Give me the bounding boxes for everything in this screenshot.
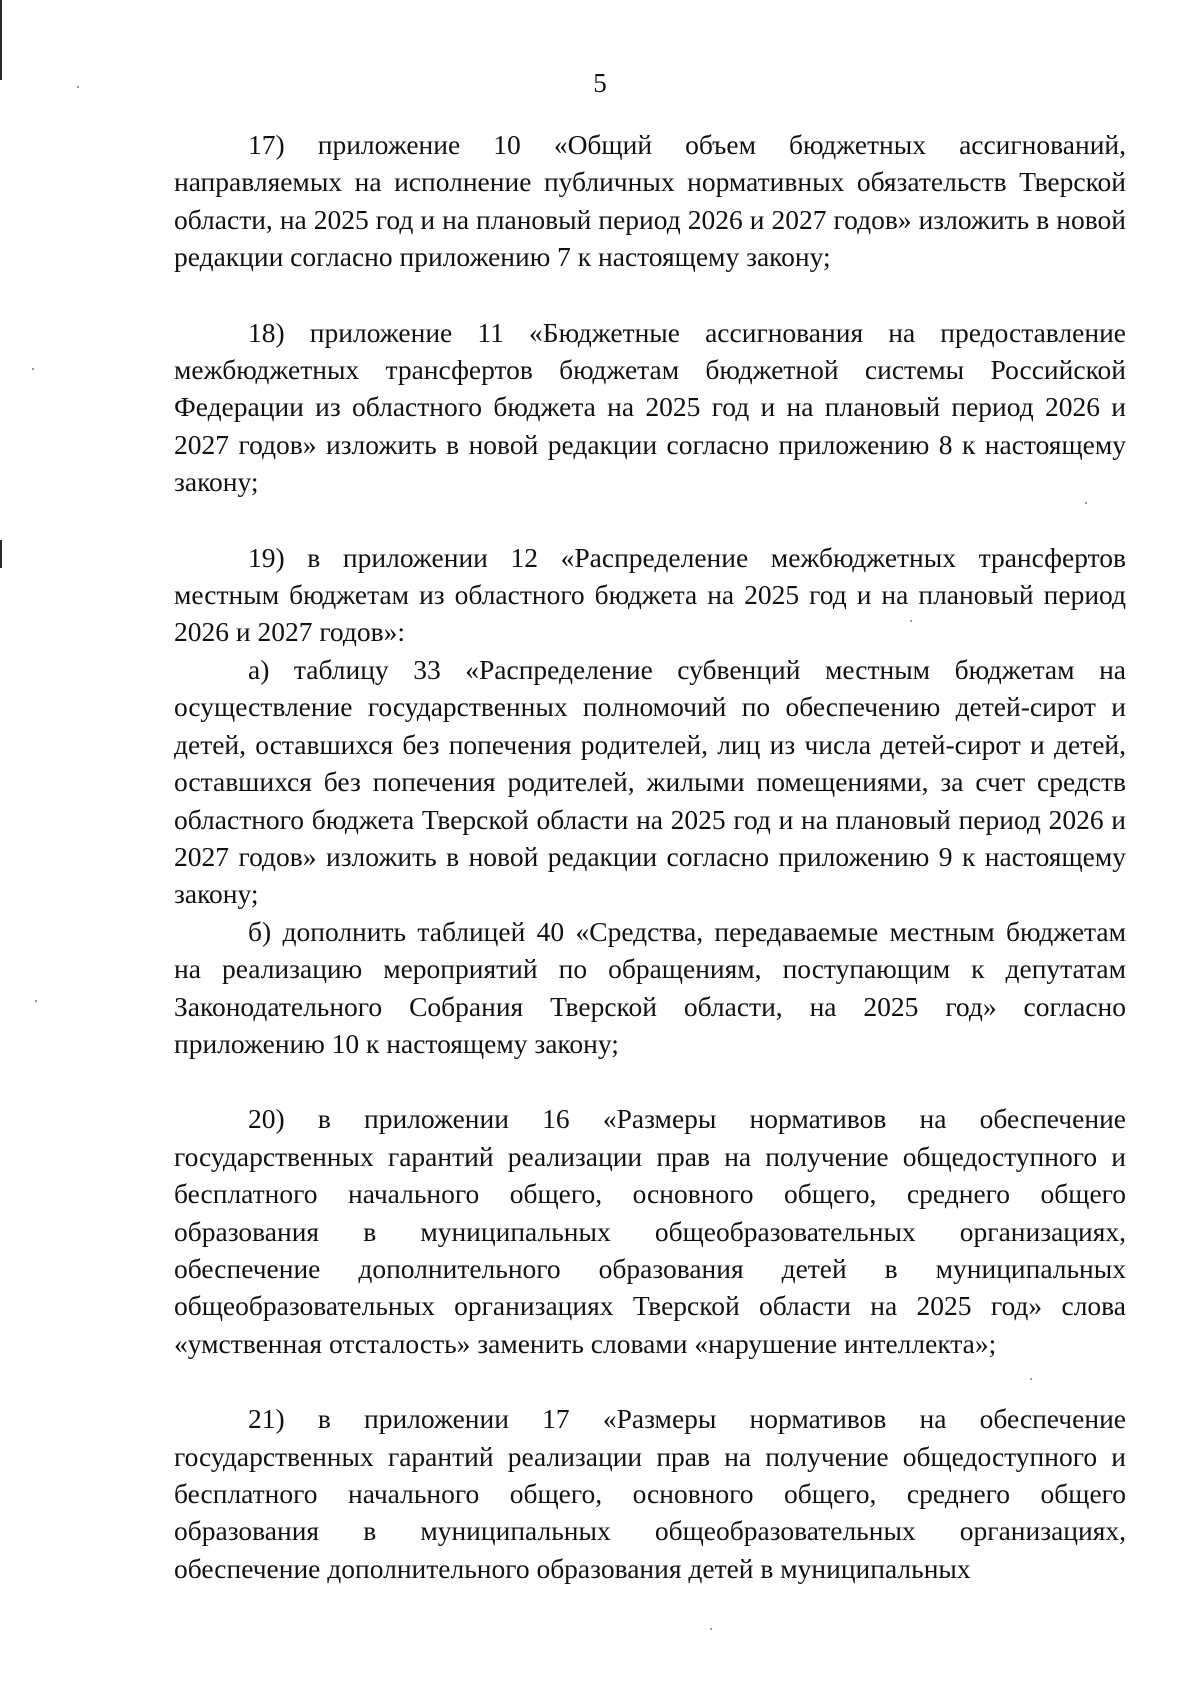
- paragraph-gap: [174, 276, 1126, 314]
- scan-speck: [32, 368, 34, 370]
- paragraph-item-19b: б) дополнить таблицей 40 «Средства, передаваемые местным бюджетам на реализацию мероприятий по обращениям, поступающим к депутатам Законодательного Собрания Тверской области, на 2025 год» согласно приложению 10 к настоящему закону;: [174, 915, 1126, 1059]
- paragraph-item-18: 18) приложение 11 «Бюджетные ассигнования на предоставление межбюджетных трансфертов бюджетам бюджетной системы Российской Федерации из областного бюджета на 2025 год и на плановый период 2026 и 2027 годов» изложить в новой редакции согласно приложению 8 к настоящему закону;: [174, 316, 1126, 498]
- page-number: 5: [593, 68, 607, 98]
- paragraph-item-21: 21) в приложении 17 «Размеры нормативов на обеспечение государственных гарантий реализации прав на получение общедоступного и бесплатного начального общего, основного общего, среднего общего образования в муниципальных общеобразовательных организациях, обеспечение дополнительного образования детей в муниципальных: [174, 1403, 1126, 1584]
- paragraph-gap: [174, 1062, 1126, 1100]
- scan-speck: [710, 1628, 712, 1630]
- scan-edge-mark: [0, 540, 2, 568]
- paragraph-item-19: 19) в приложении 12 «Распределение межбюджетных трансфертов местным бюджетам из областного бюджета на 2025 год и на плановый период 2026 и 2027 годов»:: [174, 541, 1126, 648]
- paragraph-gap: [174, 1362, 1126, 1400]
- document-body: [174, 126, 1126, 1587]
- paragraph-item-17: 17) приложение 10 «Общий объем бюджетных ассигнований, направляемых на исполнение публичных нормативных обязательств Тверской области, на 2025 год и на плановый период 2026 и 2027 годов» изложить в новой редакции согласно приложению 7 к настоящему закону;: [174, 129, 1126, 273]
- paragraph-gap: [174, 501, 1126, 539]
- scan-speck: [35, 1000, 37, 1002]
- paragraph-item-20: 20) в приложении 16 «Размеры нормативов на обеспечение государственных гарантий реализации прав на получение общедоступного и бесплатного начального общего, основного общего, среднего общего образования в муниципальных общеобразовательных организациях, обеспечение дополнительного образования детей в муниципальных общеобразовательных организациях Тверской области на 2025 год» слова «умственная отсталость» заменить словами «нарушение интеллекта»;: [174, 1103, 1126, 1359]
- paragraph-item-19a: а) таблицу 33 «Распределение субвенций местным бюджетам на осуществление государственных полномочий по обеспечению детей-сирот и детей, оставшихся без попечения родителей, лиц из числа детей-сирот и детей, оставшихся без попечения родителей, жилыми помещениями, за счет средств областного бюджета Тверской области на 2025 год и на плановый период 2026 и 2027 годов» изложить в новой редакции согласно приложению 9 к настоящему закону;: [174, 653, 1126, 910]
